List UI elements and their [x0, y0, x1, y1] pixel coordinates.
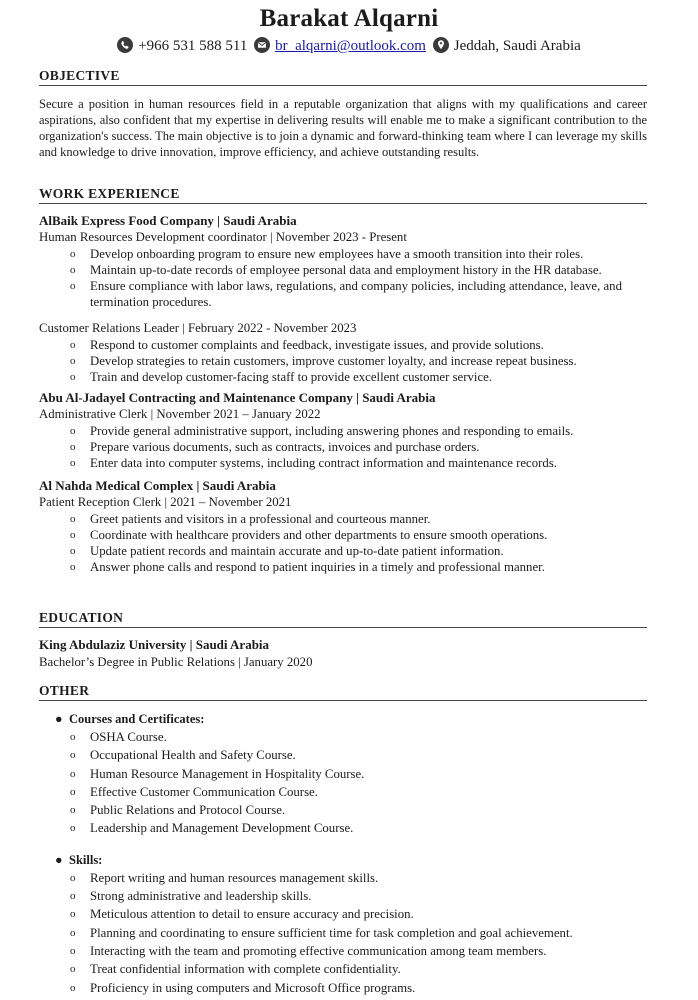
- education-heading: EDUCATION: [39, 610, 647, 628]
- education-section: [39, 610, 647, 671]
- course-item: o Leadership and Management Development Course.: [70, 821, 354, 836]
- skill-item: o Report writing and human resources management skills.: [70, 870, 379, 885]
- company-name: Abu Al-Jadayel Contracting and Maintenance Company | Saudi Arabia: [39, 390, 436, 405]
- role-title: Administrative Clerk | November 2021 – January 2022: [39, 407, 321, 421]
- duties-list: [39, 511, 647, 575]
- company-name: Al Nahda Medical Complex | Saudi Arabia: [39, 478, 276, 493]
- courses-label: ● Courses and Certificates:: [55, 712, 205, 726]
- objective-section: [39, 68, 647, 160]
- course-item: o Human Resource Management in Hospitality Course.: [70, 766, 365, 781]
- skills-label: ● Skills:: [55, 852, 103, 867]
- duty-item: o Develop onboarding program to ensure new employees have a smooth transition into their roles.: [70, 247, 584, 261]
- course-item: o Effective Customer Communication Course.: [70, 784, 318, 799]
- objective-text: Secure a position in human resources field in a reputable organization that aligns with my qualifications and career aspirations, also confident that my expertise in delivering results will enable me to make a significant contribution to the organization's success. The main objective is to join a dynamic and forward-thinking team where I can leverage my skills and knowledge to drive innovation, improve efficiency, and achieve outstanding results.: [39, 97, 647, 159]
- courses-list: [39, 728, 647, 838]
- skill-item: o Treat confidential information with complete confidentiality.: [70, 962, 401, 977]
- phone-number: +966 531 588 511: [138, 38, 248, 54]
- candidate-name: Barakat Alqarni: [259, 5, 439, 32]
- duty-item: o Prepare various documents, such as contracts, invoices and purchase orders.: [70, 440, 480, 454]
- role-title: Human Resources Development coordinator | November 2023 - Present: [39, 230, 407, 244]
- duty-item: o Coordinate with healthcare providers and other departments to ensure smooth operations.: [70, 528, 548, 542]
- skill-item: o Proficiency in using computers and Microsoft Office programs.: [70, 980, 416, 995]
- job-entry: [39, 212, 647, 385]
- duty-item: o Update patient records and maintain accurate and up-to-date patient information.: [70, 544, 504, 558]
- other-heading: OTHER: [39, 683, 647, 701]
- skill-item: o Meticulous attention to detail to ensure accuracy and precision.: [70, 907, 414, 922]
- other-section: [39, 683, 647, 997]
- work-experience-heading: WORK EXPERIENCE: [39, 186, 647, 204]
- role-title: Patient Reception Clerk | 2021 – November 2021: [39, 495, 292, 509]
- skills-list: [39, 869, 647, 997]
- job-entry: [39, 477, 647, 575]
- work-experience-section: [39, 186, 647, 575]
- duty-item: o Answer phone calls and respond to patient inquiries in a timely and professional manner.: [70, 560, 545, 574]
- skill-item: o Planning and coordinating to ensure sufficient time for task completion and goal achievement.: [70, 925, 573, 940]
- duty-item: o Train and develop customer-facing staff to provide excellent customer service.: [70, 370, 493, 384]
- duties-list: [39, 246, 647, 310]
- skill-item: o Strong administrative and leadership skills.: [70, 889, 312, 904]
- role-title: Customer Relations Leader | February 2022 - November 2023: [39, 321, 357, 335]
- course-item: o Public Relations and Protocol Course.: [70, 803, 286, 818]
- skill-item: o Interacting with the team and promoting effective communication among team members.: [70, 943, 547, 958]
- email-icon: [254, 37, 270, 53]
- location-pin-icon: [433, 37, 449, 53]
- job-entry: [39, 389, 647, 471]
- location-text: Jeddah, Saudi Arabia: [453, 38, 581, 54]
- course-item: o Occupational Health and Safety Course.: [70, 748, 296, 763]
- school-name: King Abdulaziz University | Saudi Arabia: [39, 637, 270, 652]
- duty-item: o Develop strategies to retain customers, improve customer loyalty, and increase repeat business.: [70, 354, 577, 368]
- company-name: AlBaik Express Food Company | Saudi Arabia: [39, 213, 297, 228]
- duty-item: o Greet patients and visitors in a professional and courteous manner.: [70, 512, 431, 526]
- duty-item: o Provide general administrative support, including answering phones and responding to emails.: [70, 424, 574, 438]
- phone-icon: [117, 37, 133, 53]
- duty-item: o Ensure compliance with labor laws, regulations, and company policies, including attendance, leave, and termination procedures.: [70, 279, 622, 309]
- contact-line: [0, 36, 698, 56]
- duties-list: [39, 423, 647, 471]
- duty-item: o Maintain up-to-date records of employee personal data and employment history in the HR database.: [70, 263, 602, 277]
- email-link[interactable]: br_alqarni@outlook.com: [275, 38, 426, 54]
- degree-text: Bachelor’s Degree in Public Relations | January 2020: [39, 655, 313, 669]
- course-item: o OSHA Course.: [70, 730, 167, 744]
- duties-list: [39, 337, 647, 385]
- objective-heading: OBJECTIVE: [39, 68, 647, 86]
- duty-item: o Enter data into computer systems, including contract information and maintenance records.: [70, 456, 557, 470]
- duty-item: o Respond to customer complaints and feedback, investigate issues, and provide solutions.: [70, 338, 544, 352]
